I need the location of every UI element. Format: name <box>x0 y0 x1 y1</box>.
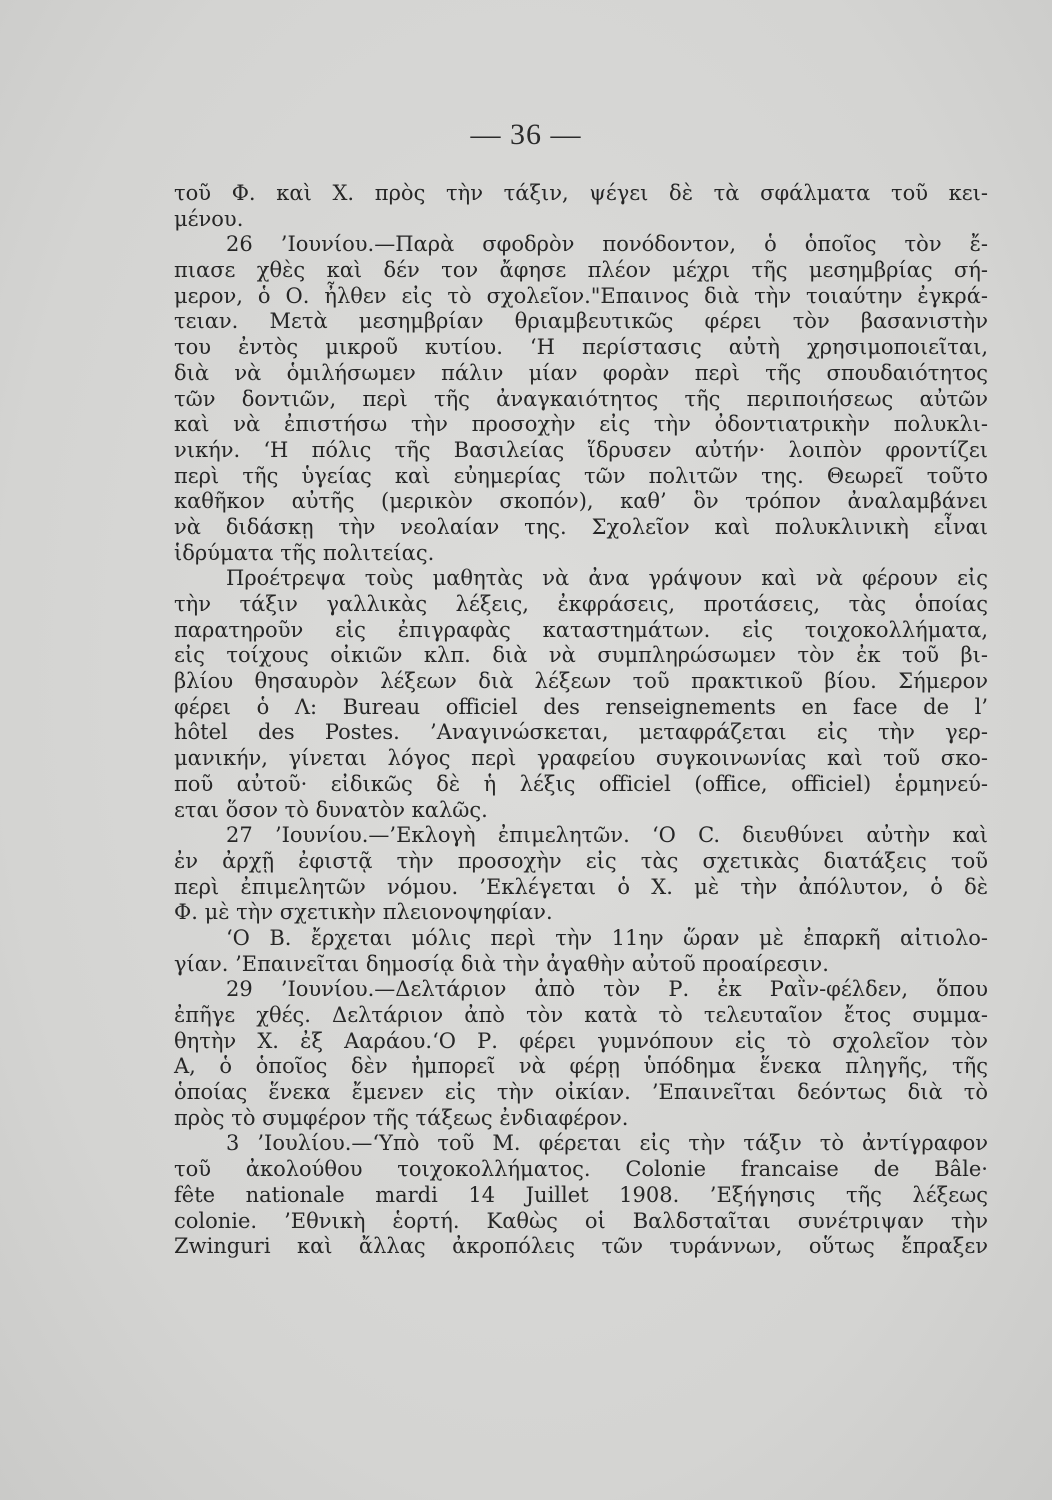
text-line: ποῦ αὐτοῦ· εἰδικῶς δὲ ἡ λέξις officiel (office, officiel) ἑρμηνεύ- <box>174 771 988 796</box>
text-line: καθῆκον αὐτῆς (μερικὸν σκοπόν), καθ’ ὃν τρόπον ἀναλαμβάνει <box>174 489 988 514</box>
text-line: colonie. ’Εθνικὴ ἑορτή. Καθὼς οἱ Βαλδσταῖται συνέτριψαν τὴν <box>174 1208 988 1233</box>
text-line: ‘Ο Β. ἔρχεται μόλις περὶ τὴν 11ην ὥραν μὲ ἐπαρκῆ αἰτιολο- <box>226 925 988 950</box>
text-line: ἐν ἀρχῇ ἐφιστᾷ τὴν προσοχὴν εἰς τὰς σχετικὰς διατάξεις τοῦ <box>174 848 988 873</box>
text-line: πιασε χθὲς καὶ δέν τον ἄφησε πλέον μέχρι τῆς μεσημβρίας σή- <box>174 258 988 283</box>
text-line: τειαν. Μετὰ μεσημβρίαν θριαμβευτικῶς φέρει τὸν βασανιστὴν <box>174 309 988 334</box>
text-line: τοῦ Φ. καὶ Χ. πρὸς τὴν τάξιν, ψέγει δὲ τὰ σφάλματα τοῦ κει- <box>174 181 988 205</box>
text-line: νικήν. ‘Η πόλις τῆς Βασιλείας ἵδρυσεν αὐτήν· λοιπὸν φροντίζει <box>174 437 988 462</box>
text-line: περὶ ἐπιμελητῶν νόμου. ’Εκλέγεται ὁ Χ. μὲ τὴν ἀπόλυτον, ὁ δὲ <box>174 874 988 899</box>
text-line: γίαν. ’Επαινεῖται δημοσίᾳ διὰ τὴν ἀγαθὴν αὐτοῦ προαίρεσιν. <box>174 951 829 976</box>
text-line: περὶ τῆς ὑγείας καὶ εὐημερίας τῶν πολιτῶν της. Θεωρεῖ τοῦτο <box>174 463 988 488</box>
text-line: διὰ νὰ ὁμιλήσωμεν πάλιν μίαν φορὰν περὶ τῆς σπουδαιότητος <box>174 360 988 385</box>
text-line: 29 ’Ιουνίου.—Δελτάριον ἀπὸ τὸν Ρ. ἐκ Ραῒν-φέλδεν, ὅπου <box>226 977 988 1002</box>
text-line: 27 ’Ιουνίου.—’Εκλογὴ ἐπιμελητῶν. ‘Ο C. διευθύνει αὐτὴν καὶ <box>226 823 988 848</box>
text-line: Προέτρεψα τοὺς μαθητὰς νὰ ἀνα γράψουν καὶ νὰ φέρουν εἰς <box>226 566 988 591</box>
text-line: μανικήν, γίνεται λόγος περὶ γραφείου συγκοινωνίας καὶ τοῦ σκο- <box>174 746 988 771</box>
text-line: ὁποίας ἕνεκα ἔμενεν εἰς τὴν οἰκίαν. ’Επαινεῖται δεόντως διὰ τὸ <box>174 1080 988 1105</box>
text-line: του ἐντὸς μικροῦ κυτίου. ‘Η περίστασις αὐτὴ χρησιμοποιεῖται, <box>174 335 988 360</box>
text-line: τοῦ ἀκολούθου τοιχοκολλήματος. Colonie francaise de Bâle· <box>174 1157 988 1182</box>
text-line: τὴν τάξιν γαλλικὰς λέξεις, ἐκφράσεις, προτάσεις, τὰς ὁποίας <box>174 592 988 616</box>
text-line: ἱδρύματα τῆς πολιτείας. <box>174 540 435 565</box>
text-line: hôtel des Postes. ’Αναγινώσκεται, μεταφράζεται εἰς τὴν γερ- <box>174 720 988 745</box>
text-line: θητὴν Χ. ἐξ Ααράου.‘Ο Ρ. φέρει γυμνόπουν εἰς τὸ σχολεῖον τὸν <box>174 1028 988 1053</box>
page-number: — 36 — <box>470 118 582 151</box>
text-line: 3 ’Ιουλίου.—‘Υπὸ τοῦ Μ. φέρεται εἰς τὴν τάξιν τὸ ἀντίγραφον <box>226 1131 988 1156</box>
text-line: πρὸς τὸ συμφέρον τῆς τάξεως ἐνδιαφέρον. <box>174 1105 629 1130</box>
text-line: τῶν δοντιῶν, περὶ τῆς ἀναγκαιότητος τῆς περιποιήσεως αὐτῶν <box>174 386 988 411</box>
text-line: μένου. <box>174 206 244 231</box>
text-line: εἰς τοίχους οἰκιῶν κλπ. διὰ νὰ συμπληρώσωμεν τὸν ἐκ τοῦ βι- <box>174 643 988 668</box>
text-line: εται ὅσον τὸ δυνατὸν καλῶς. <box>174 797 488 822</box>
text-line: φέρει ὁ Λ: Bureau officiel des renseignements en face de l’ <box>174 694 988 719</box>
text-line: καὶ νὰ ἐπιστήσω τὴν προσοχὴν εἰς τὴν ὀδοντιατρικὴν πολυκλι- <box>174 412 988 437</box>
text-line: βλίου θησαυρὸν λέξεων διὰ λέξεων τοῦ πρακτικοῦ βίου. Σήμερον <box>174 669 988 694</box>
text-line: 26 ’Ιουνίου.—Παρὰ σφοδρὸν πονόδοντον, ὁ ὁποῖος τὸν ἔ- <box>226 232 988 257</box>
text-line: νὰ διδάσκῃ τὴν νεολαίαν της. Σχολεῖον καὶ πολυκλινικὴ εἶναι <box>174 514 988 539</box>
text-line: Zwinguri καὶ ἄλλας ἀκροπόλεις τῶν τυράννων, οὕτως ἔπραξεν <box>174 1234 988 1259</box>
body-text <box>174 181 988 1260</box>
text-line: ἐπῆγε χθές. Δελτάριον ἀπὸ τὸν κατὰ τὸ τελευταῖον ἔτος συμμα- <box>174 1003 988 1027</box>
text-line: μερον, ὁ Ο. ἦλθεν εἰς τὸ σχολεῖον."Επαινος διὰ τὴν τοιαύτην ἐγκρά- <box>174 283 988 308</box>
text-line: Φ. μὲ τὴν σχετικὴν πλειονοψηφίαν. <box>174 900 553 925</box>
text-line: Α, ὁ ὁποῖος δὲν ἠμπορεῖ νὰ φέρῃ ὑπόδημα ἕνεκα πληγῆς, τῆς <box>174 1054 988 1079</box>
text-line: παρατηροῦν εἰς ἐπιγραφὰς καταστημάτων. εἰς τοιχοκολλήματα, <box>174 617 988 642</box>
text-line: fête nationale mardi 14 Juillet 1908. ’Εξήγησις τῆς λέξεως <box>174 1182 988 1207</box>
